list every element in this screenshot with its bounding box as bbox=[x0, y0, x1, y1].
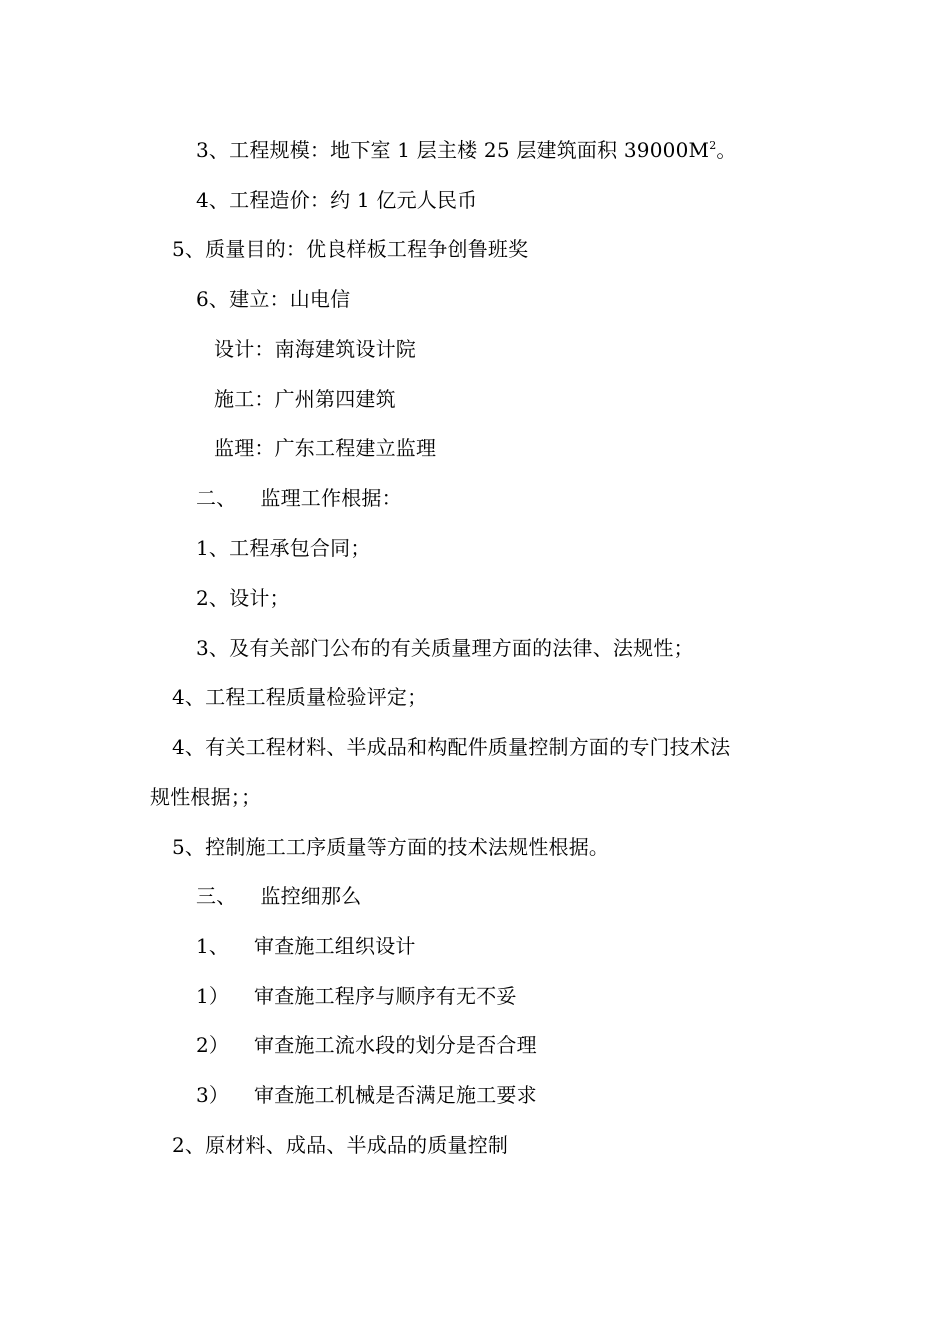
section-number: 三、 bbox=[196, 884, 237, 908]
control-subitem-3 bbox=[196, 1082, 537, 1108]
supervisor-text: 监理：广东工程建立监理 bbox=[214, 436, 437, 460]
control-item-1 bbox=[196, 933, 416, 959]
basis-item-5 bbox=[172, 834, 609, 860]
control-item-2-text: 2、原材料、成品、半成品的质量控制 bbox=[172, 1133, 509, 1157]
designer-line bbox=[214, 336, 416, 362]
section-number: 二、 bbox=[196, 486, 237, 510]
basis-item-4a-text: 4、工程工程质量检验评定； bbox=[172, 685, 428, 709]
period: 。 bbox=[716, 138, 737, 162]
project-scale-line bbox=[196, 137, 737, 163]
project-cost-text: 4、工程造价：约 1 亿元人民币 bbox=[196, 188, 478, 212]
control-subitem-1 bbox=[196, 983, 517, 1009]
control-item-2 bbox=[172, 1132, 508, 1158]
basis-item-3-text: 3、及有关部门公布的有关质量理方面的法律、法规性； bbox=[196, 636, 694, 660]
basis-item-4a bbox=[172, 684, 427, 710]
basis-item-2-text: 2、设计； bbox=[196, 586, 290, 610]
basis-item-4b-continuation bbox=[150, 784, 261, 810]
item-number: 3） bbox=[196, 1083, 230, 1107]
basis-item-1-text: 1、工程承包合同； bbox=[196, 536, 371, 560]
item-text: 审查施工机械是否满足施工要求 bbox=[254, 1083, 537, 1107]
basis-item-5-text: 5、控制施工工序质量等方面的技术法规性根据。 bbox=[172, 835, 610, 859]
item-number: 1、 bbox=[196, 934, 230, 958]
basis-item-4b bbox=[172, 734, 730, 760]
basis-item-4b-text: 4、有关工程材料、半成品和构配件质量控制方面的专门技术法 bbox=[172, 735, 731, 759]
quality-goal-text: 5、质量目的：优良样板工程争创鲁班奖 bbox=[172, 237, 529, 261]
section-three-heading bbox=[196, 883, 361, 909]
item-text: 审查施工程序与顺序有无不妥 bbox=[254, 984, 517, 1008]
contractor-line bbox=[214, 386, 396, 412]
project-cost-line bbox=[196, 187, 477, 213]
designer-text: 设计：南海建筑设计院 bbox=[214, 337, 416, 361]
basis-item-2 bbox=[196, 585, 290, 611]
basis-item-1 bbox=[196, 535, 371, 561]
project-scale-text: 3、工程规模：地下室 1 层主楼 25 层建筑面积 39000M bbox=[196, 138, 710, 162]
section-title: 监控细那么 bbox=[260, 884, 362, 908]
section-two-heading bbox=[196, 485, 402, 511]
item-text: 审查施工组织设计 bbox=[254, 934, 416, 958]
item-text: 审查施工流水段的划分是否合理 bbox=[254, 1033, 537, 1057]
item-number: 2） bbox=[196, 1033, 230, 1057]
contractor-text: 施工：广州第四建筑 bbox=[214, 387, 396, 411]
owner-text: 6、建立：山电信 bbox=[196, 287, 351, 311]
item-number: 1） bbox=[196, 984, 230, 1008]
supervisor-line bbox=[214, 435, 436, 461]
owner-line bbox=[196, 286, 350, 312]
quality-goal-line bbox=[172, 236, 528, 262]
basis-item-4b-continuation-text: 规性根据；； bbox=[150, 785, 262, 809]
section-title: 监理工作根据： bbox=[260, 486, 402, 510]
basis-item-3 bbox=[196, 635, 694, 661]
superscript-2: 2 bbox=[709, 139, 717, 152]
control-subitem-2 bbox=[196, 1032, 537, 1058]
